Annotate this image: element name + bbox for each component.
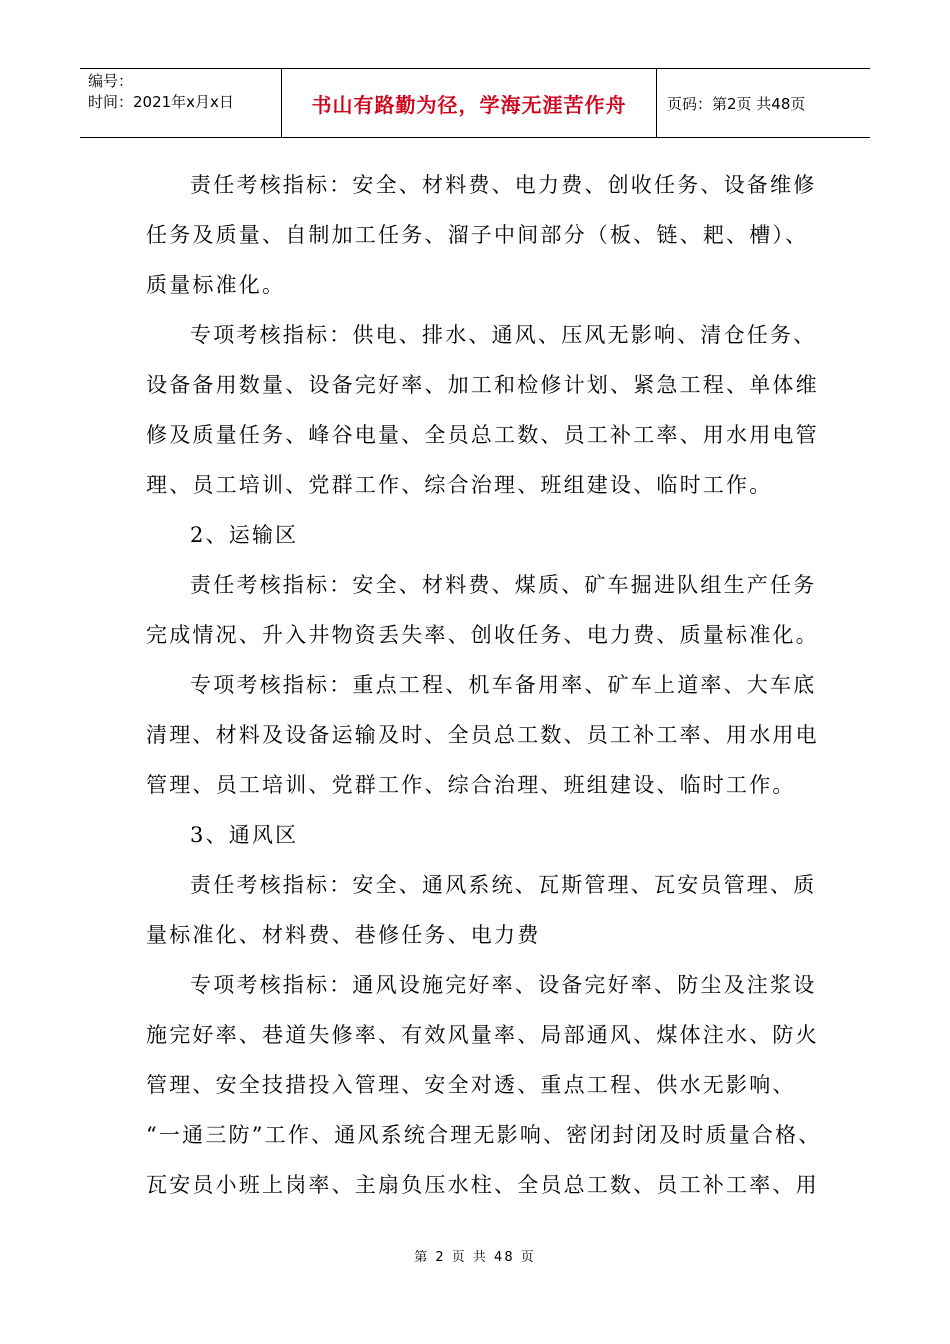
- text-line: 施完好率、巷道失修率、有效风量率、局部通风、煤体注水、防火: [146, 1023, 819, 1047]
- text-line: 质量标准化。: [146, 273, 286, 297]
- text-line: 专项考核指标：通风设施完好率、设备完好率、防尘及注浆设: [190, 973, 817, 997]
- text-line: “一通三防”工作、通风系统合理无影响、密闭封闭及时质量合格、: [146, 1123, 822, 1147]
- document-body: [146, 160, 822, 1210]
- text-line: 专项考核指标：重点工程、机车备用率、矿车上道率、大车底: [190, 673, 817, 697]
- text-line: 量标准化、材料费、巷修任务、电力费: [146, 923, 541, 947]
- text-line: 管理、安全技措投入管理、安全对透、重点工程、供水无影响、: [146, 1073, 796, 1097]
- header-motto: 书山有路勤为径，学海无涯苦作舟: [282, 69, 657, 137]
- text-line: 修及质量任务、峰谷电量、全员总工数、员工补工率、用水用电管: [146, 423, 819, 447]
- header-meta: [80, 69, 282, 137]
- text-line: 任务及质量、自制加工任务、溜子中间部分（板、链、耙、槽）、: [146, 223, 809, 247]
- text-line: 责任考核指标：安全、材料费、电力费、创收任务、设备维修: [190, 173, 817, 197]
- text-line: 设备备用数量、设备完好率、加工和检修计划、紧急工程、单体维: [146, 373, 819, 397]
- text-line: 瓦安员小班上岗率、主扇负压水柱、全员总工数、员工补工率、用: [146, 1173, 819, 1197]
- text-line: 理、员工培训、党群工作、综合治理、班组建设、临时工作。: [146, 473, 773, 497]
- text-line: 完成情况、升入井物资丢失率、创收任务、电力费、质量标准化。: [146, 623, 819, 647]
- text-line: 2、运输区: [190, 523, 299, 547]
- page-footer: 第 2 页 共 48 页: [414, 1250, 536, 1265]
- text-line: 清理、材料及设备运输及时、全员总工数、员工补工率、用水用电: [146, 723, 819, 747]
- text-line: 责任考核指标：安全、材料费、煤质、矿车掘进队组生产任务: [190, 573, 817, 597]
- page-header: [80, 68, 870, 138]
- text-line: 专项考核指标：供电、排水、通风、压风无影响、清仓任务、: [190, 323, 817, 347]
- text-line: 管理、员工培训、党群工作、综合治理、班组建设、临时工作。: [146, 773, 796, 797]
- text-line: 责任考核指标：安全、通风系统、瓦斯管理、瓦安员管理、质: [190, 873, 817, 897]
- header-page-info: 页码：第2页 共48页: [667, 94, 806, 113]
- date-label: 时间：2021年x月x日: [88, 93, 234, 111]
- text-line: 3、通风区: [190, 823, 299, 847]
- number-label: 编号：: [88, 72, 134, 90]
